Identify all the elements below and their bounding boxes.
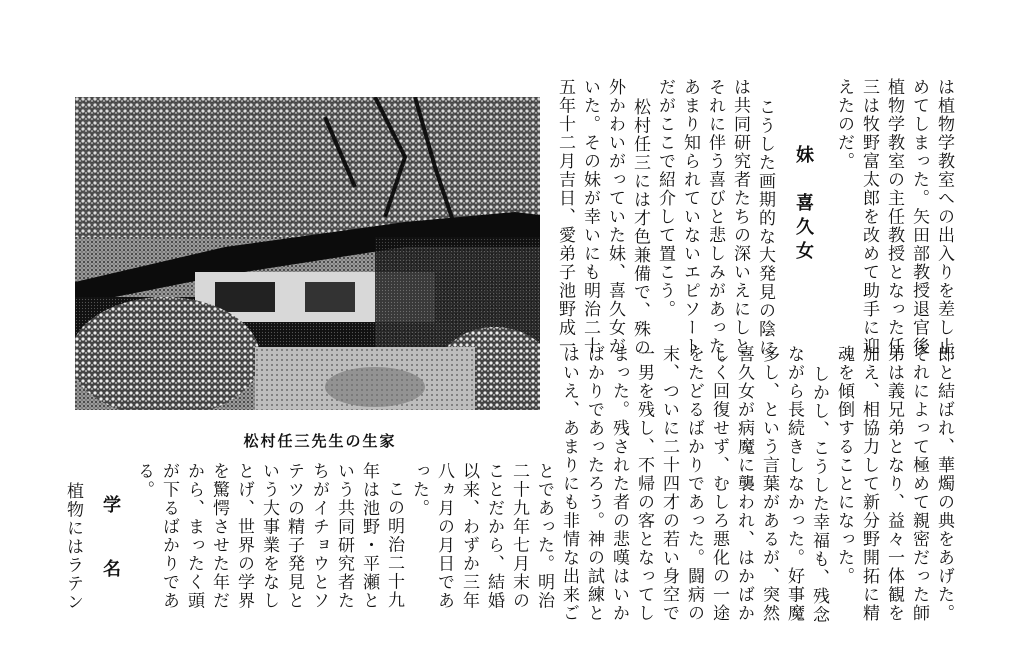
- text-column: 末、ついに二十四才の若い身空で: [659, 345, 679, 623]
- text-column: しく回復せず、むしろ悪化の一途: [709, 345, 729, 623]
- text-column: 以来、わずか三年: [459, 462, 479, 610]
- text-column: 魂を傾倒することになった。: [834, 345, 854, 586]
- text-column: ことだから、結婚: [484, 462, 504, 610]
- text-column: あまり知られていないエピソート: [680, 78, 700, 356]
- text-column: 一男を残し、不帰の客となってし: [634, 345, 654, 623]
- text-column: 外かわいがっていた妹、喜久女が: [605, 78, 625, 356]
- text-column: 植物にはラテン: [63, 482, 83, 612]
- text-column: 五年十二月吉日、愛弟子池野成一: [555, 78, 575, 356]
- text-column: とであった。明治: [534, 462, 554, 610]
- text-column: それに伴う喜びと悲しみがあった。: [705, 78, 725, 374]
- text-column: いう大事業をなし: [259, 462, 279, 610]
- text-column: った。: [409, 462, 429, 518]
- text-column: 八ヵ月の月日であ: [434, 462, 454, 610]
- text-column: をたどるばかりであった。闘病の: [684, 345, 704, 623]
- text-column: 植物学教室の主任教授となった任: [884, 78, 904, 356]
- text-column: 多し、という言葉があるが、突然: [759, 345, 779, 623]
- text-column: 喜久女が病魔に襲われ、はかばか: [734, 345, 754, 623]
- text-column: えたのだ。: [834, 78, 854, 171]
- text-column: を驚愕させた年だ: [209, 462, 229, 610]
- text-column: 二十九年七月末の: [509, 462, 529, 610]
- text-column: 年は池野・平瀬と: [359, 462, 379, 610]
- text-column: 弟は義兄弟となり、益々一体観を: [884, 345, 904, 623]
- text-column: いた。その妹が幸いにも明治二十: [580, 78, 600, 356]
- text-column: は共同研究者たちの深いえにしと: [730, 78, 750, 356]
- text-column: しかし、こうした幸福も、残念: [809, 365, 829, 624]
- text-column: いう共同研究者た: [334, 462, 354, 610]
- text-column: ちがイチョウとソ: [309, 462, 329, 610]
- text-column: 三は牧野富太郎を改めて助手に迎: [859, 78, 879, 356]
- text-column: ながら長続きしなかった。好事魔: [784, 345, 804, 623]
- text-column: テツの精子発見と: [284, 462, 304, 610]
- text-column: はいえ、あまりにも非情な出来ご: [559, 345, 579, 623]
- house-photo: [75, 97, 540, 410]
- text-column: は植物学教室への出入りを差し止: [934, 78, 954, 356]
- house-photo-image: [75, 97, 540, 410]
- text-column: が下るばかりであ: [159, 462, 179, 610]
- text-column: 松村任三には才色兼備で、殊の: [630, 98, 650, 357]
- text-column: まった。残された者の悲嘆はいか: [609, 345, 629, 623]
- text-column: それによって極めて親密だった師: [909, 345, 929, 623]
- photo-caption: 松村任三先生の生家: [243, 432, 397, 450]
- text-column: から、まったく頭: [184, 462, 204, 610]
- section-heading-gakumei: 学 名: [100, 495, 121, 591]
- text-column: だがここで紹介して置こう。: [655, 78, 675, 319]
- text-column: この明治二十九: [384, 480, 404, 610]
- text-column: 郎と結ばれ、華燭の典をあげた。: [934, 345, 954, 623]
- text-column: る。: [134, 462, 154, 499]
- text-column: こうした画期的な大発見の陰に: [755, 98, 775, 357]
- text-column: ばかりであったろう。神の試練と: [584, 345, 604, 623]
- text-column: とげ、世界の学界: [234, 462, 254, 610]
- text-column: めてしまった。矢田部教授退官後: [909, 78, 929, 356]
- text-column: 加え、相協力して新分野開拓に精: [859, 345, 879, 623]
- section-heading-imouto: 妹 喜久女: [793, 145, 814, 265]
